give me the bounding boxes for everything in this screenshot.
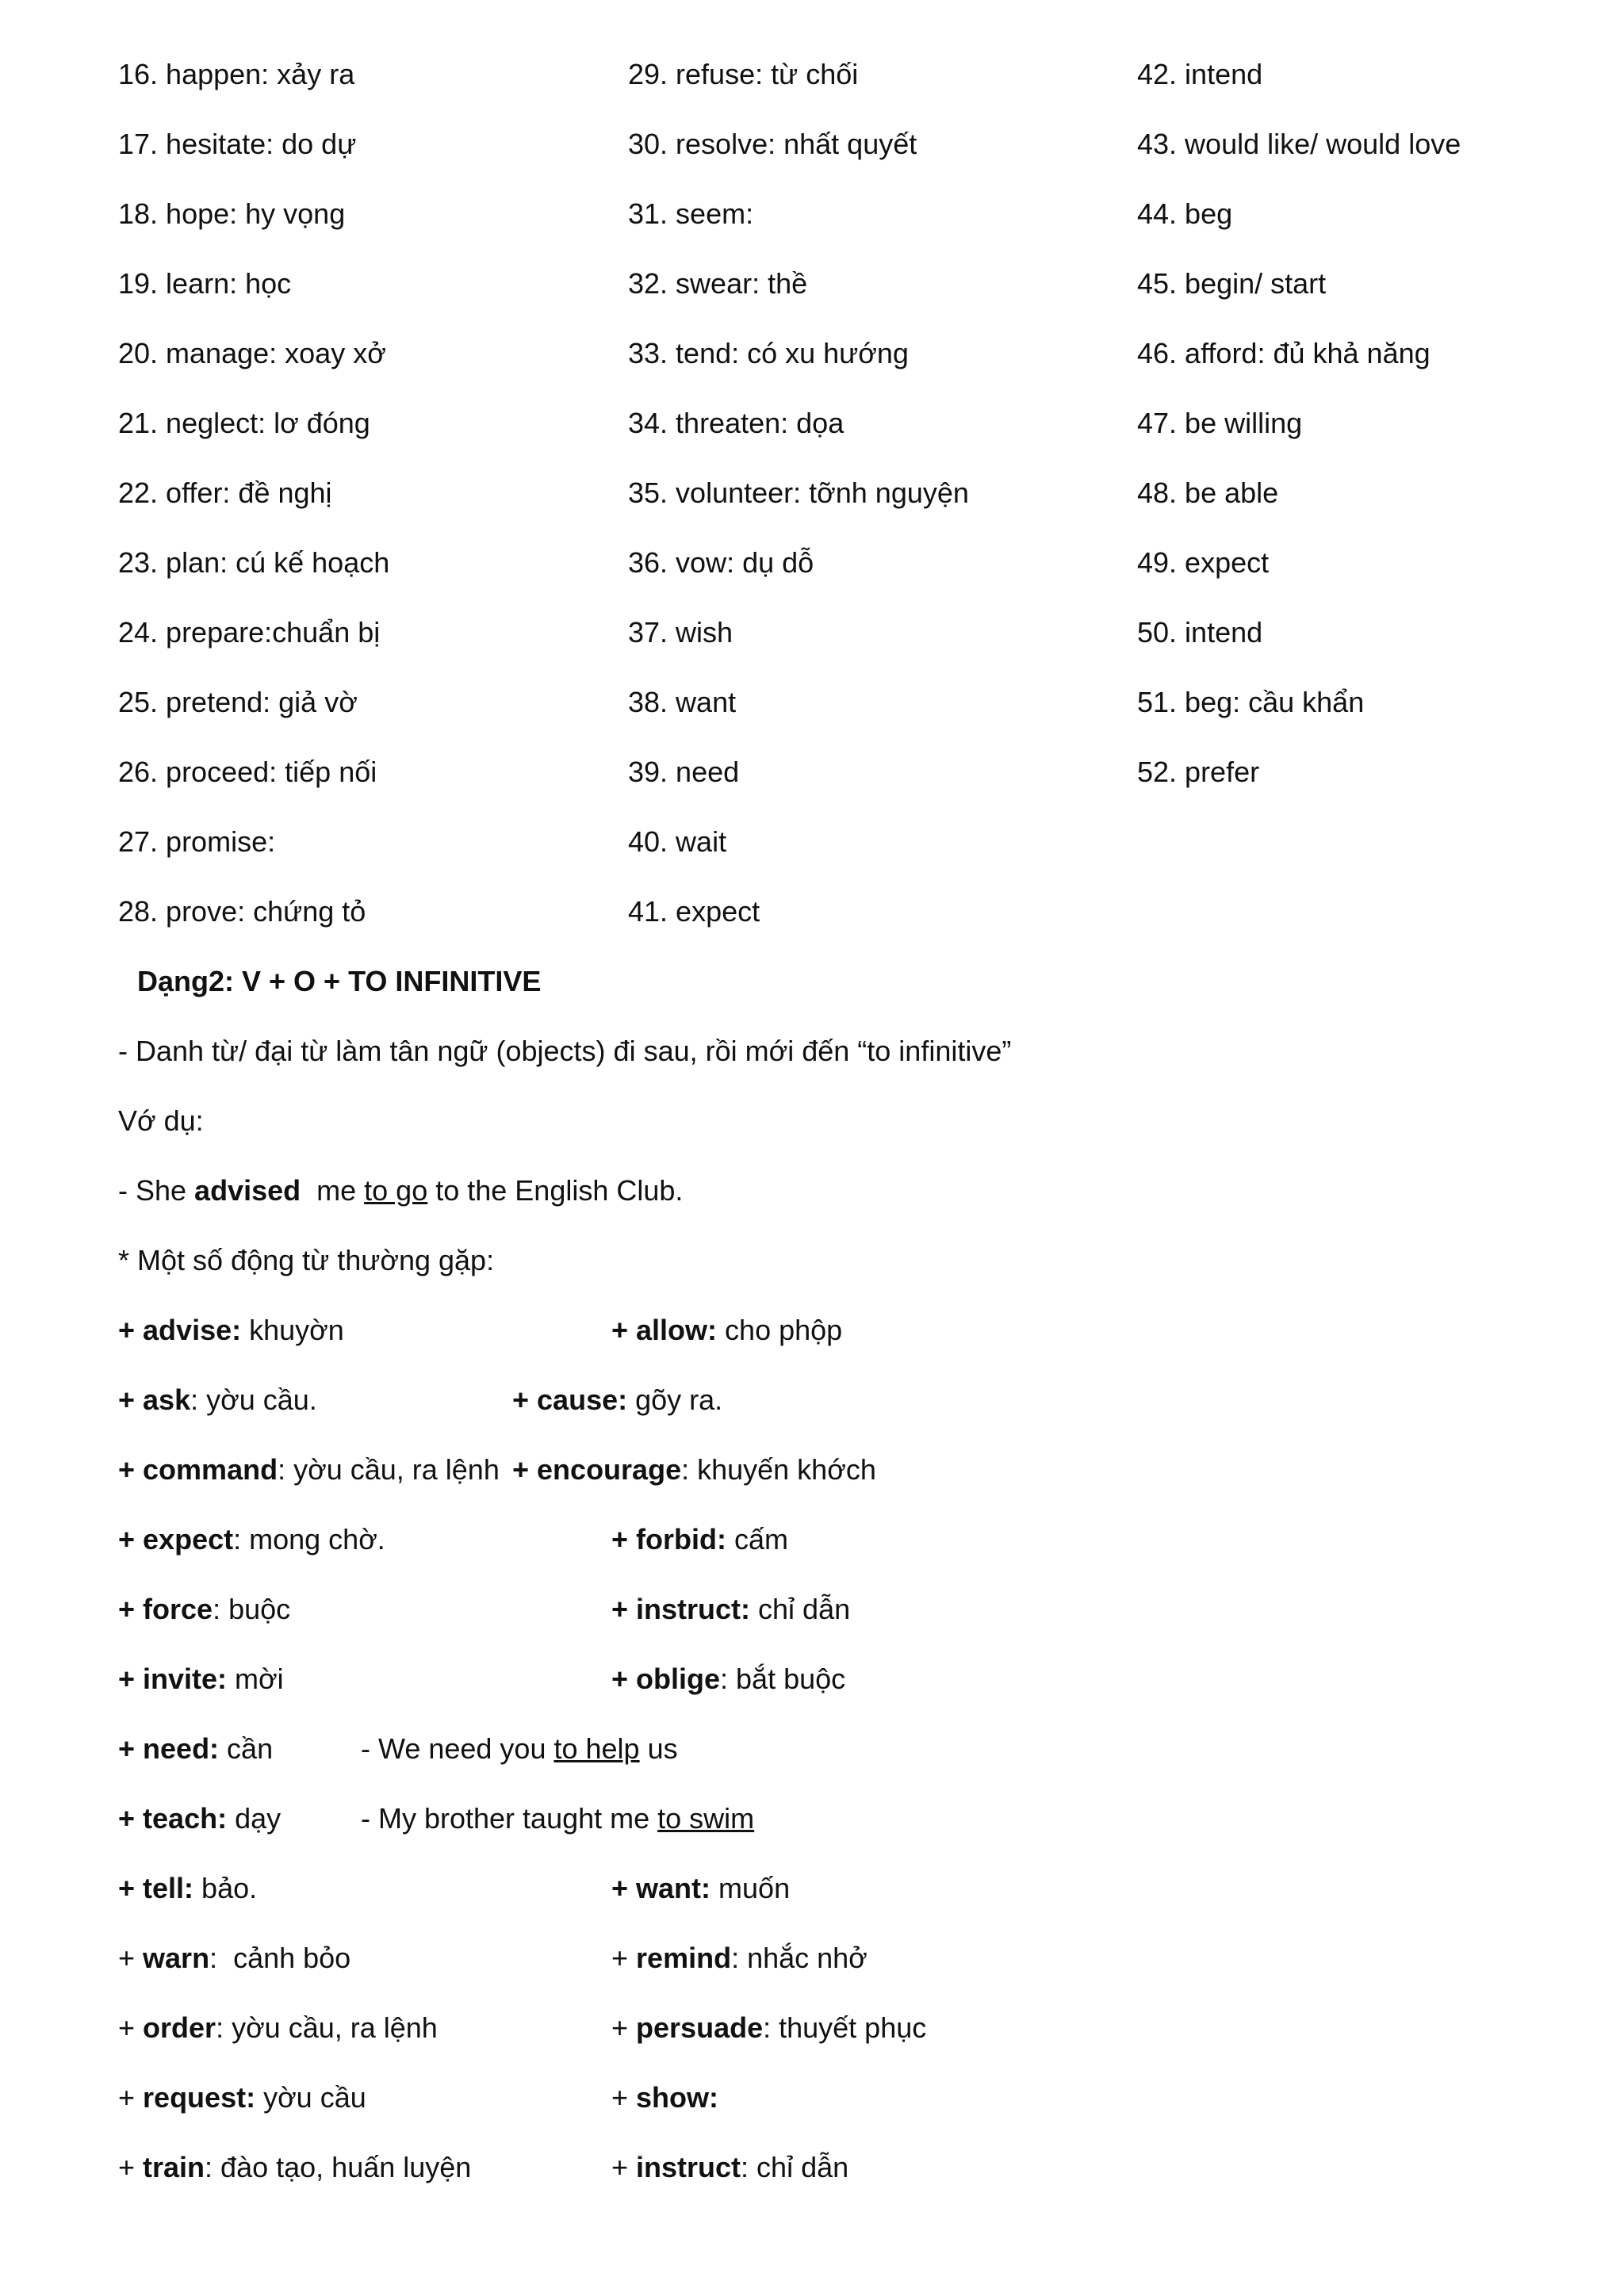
- example-verb: advised: [194, 1174, 301, 1207]
- list-item: + command: yờu cầu, ra lệnh: [118, 1453, 500, 1486]
- list-item: 37. wish: [628, 616, 733, 649]
- list-item: 19. learn: học: [118, 267, 292, 300]
- list-item: + order: yờu cầu, ra lệnh: [118, 2011, 438, 2044]
- list-item: 26. proceed: tiếp nối: [118, 756, 377, 788]
- example-sentence: - We need you to help us: [361, 1732, 678, 1765]
- example-pre: - She: [118, 1174, 195, 1207]
- list-item: + encourage: khuyến khớch: [512, 1453, 876, 1486]
- list-item: 51. beg: cầu khẩn: [1137, 686, 1365, 718]
- list-item: 27. promise:: [118, 825, 276, 858]
- list-item: + ask: yờu cầu.: [118, 1383, 317, 1416]
- list-item: 31. seem:: [628, 197, 754, 230]
- list-item: + want: muốn: [611, 1872, 791, 1904]
- list-item: 22. offer: đề nghị: [118, 476, 332, 509]
- list-item: + oblige: bắt buộc: [611, 1663, 846, 1695]
- list-item: + warn: cảnh bỏo: [118, 1942, 351, 1974]
- list-item: + force: buộc: [118, 1593, 291, 1625]
- list-item: 23. plan: cú kế hoạch: [118, 546, 390, 579]
- list-item: 45. begin/ start: [1137, 267, 1327, 300]
- list-item: 50. intend: [1137, 616, 1263, 649]
- list-item: 21. neglect: lơ đóng: [118, 407, 370, 439]
- list-item: 44. beg: [1137, 197, 1233, 230]
- list-item: 25. pretend: giả vờ: [118, 686, 358, 718]
- example-post: to the English Club.: [427, 1174, 684, 1207]
- list-item: 35. volunteer: tỡnh nguyện: [628, 476, 969, 509]
- list-item: + need: cần: [118, 1732, 274, 1765]
- list-item: 24. prepare:chuẩn bị: [118, 616, 381, 649]
- list-item: + remind: nhắc nhở: [611, 1942, 868, 1974]
- list-item: 28. prove: chứng tỏ: [118, 895, 366, 928]
- list-item: + instruct: chỉ dẫn: [611, 2151, 849, 2183]
- list-item: 39. need: [628, 756, 740, 788]
- example-sentence: - My brother taught me to swim: [361, 1802, 755, 1835]
- list-item: + teach: dạy: [118, 1802, 282, 1835]
- list-item: + forbid: cấm: [611, 1523, 789, 1556]
- section-heading: Dạng2: V + O + TO INFINITIVE: [137, 965, 542, 997]
- list-item: 48. be able: [1137, 476, 1279, 509]
- list-item: 46. afford: đủ khả năng: [1137, 337, 1431, 369]
- list-item: + allow: cho phộp: [611, 1314, 843, 1346]
- list-item: + request: yờu cầu: [118, 2081, 366, 2114]
- list-item: 32. swear: thề: [628, 267, 808, 300]
- list-item: 38. want: [628, 686, 737, 718]
- list-item: 33. tend: có xu hướng: [628, 337, 909, 369]
- common-verbs-label: * Một số động từ thường gặp:: [118, 1244, 495, 1276]
- list-item: 36. vow: dụ dỗ: [628, 546, 814, 579]
- example-infinitive: to go: [364, 1174, 428, 1207]
- list-item: 16. happen: xảy ra: [118, 58, 355, 90]
- list-item: + expect: mong chờ.: [118, 1523, 385, 1556]
- example-label: Vớ dụ:: [118, 1104, 204, 1137]
- list-item: 41. expect: [628, 895, 760, 928]
- list-item: 20. manage: xoay xở: [118, 337, 386, 369]
- list-item: 52. prefer: [1137, 756, 1260, 788]
- list-item: 18. hope: hy vọng: [118, 197, 346, 230]
- list-item: 29. refuse: từ chối: [628, 58, 859, 90]
- list-item: + persuade: thuyết phục: [611, 2011, 927, 2044]
- list-item: + tell: bảo.: [118, 1872, 258, 1904]
- list-item: 30. resolve: nhất quyết: [628, 128, 917, 160]
- list-item: 47. be willing: [1137, 407, 1303, 439]
- list-item: 17. hesitate: do dự: [118, 128, 357, 160]
- list-item: 49. expect: [1137, 546, 1270, 579]
- example-mid: me: [301, 1174, 365, 1207]
- rule-text: - Danh từ/ đại từ làm tân ngữ (objects) đi sau, rồi mới đến “to infinitive”: [118, 1035, 1012, 1067]
- list-item: + invite: mời: [118, 1663, 284, 1695]
- list-item: + advise: khuyờn: [118, 1314, 344, 1346]
- list-item: + train: đào tạo, huấn luyện: [118, 2151, 472, 2183]
- list-item: 43. would like/ would love: [1137, 128, 1461, 160]
- list-item: 40. wait: [628, 825, 727, 858]
- list-item: + show:: [611, 2081, 719, 2114]
- list-item: + instruct: chỉ dẫn: [611, 1593, 851, 1625]
- list-item: + cause: gõy ra.: [512, 1383, 723, 1416]
- example-sentence: [118, 1174, 684, 1207]
- list-item: 42. intend: [1137, 58, 1263, 90]
- list-item: 34. threaten: dọa: [628, 407, 845, 439]
